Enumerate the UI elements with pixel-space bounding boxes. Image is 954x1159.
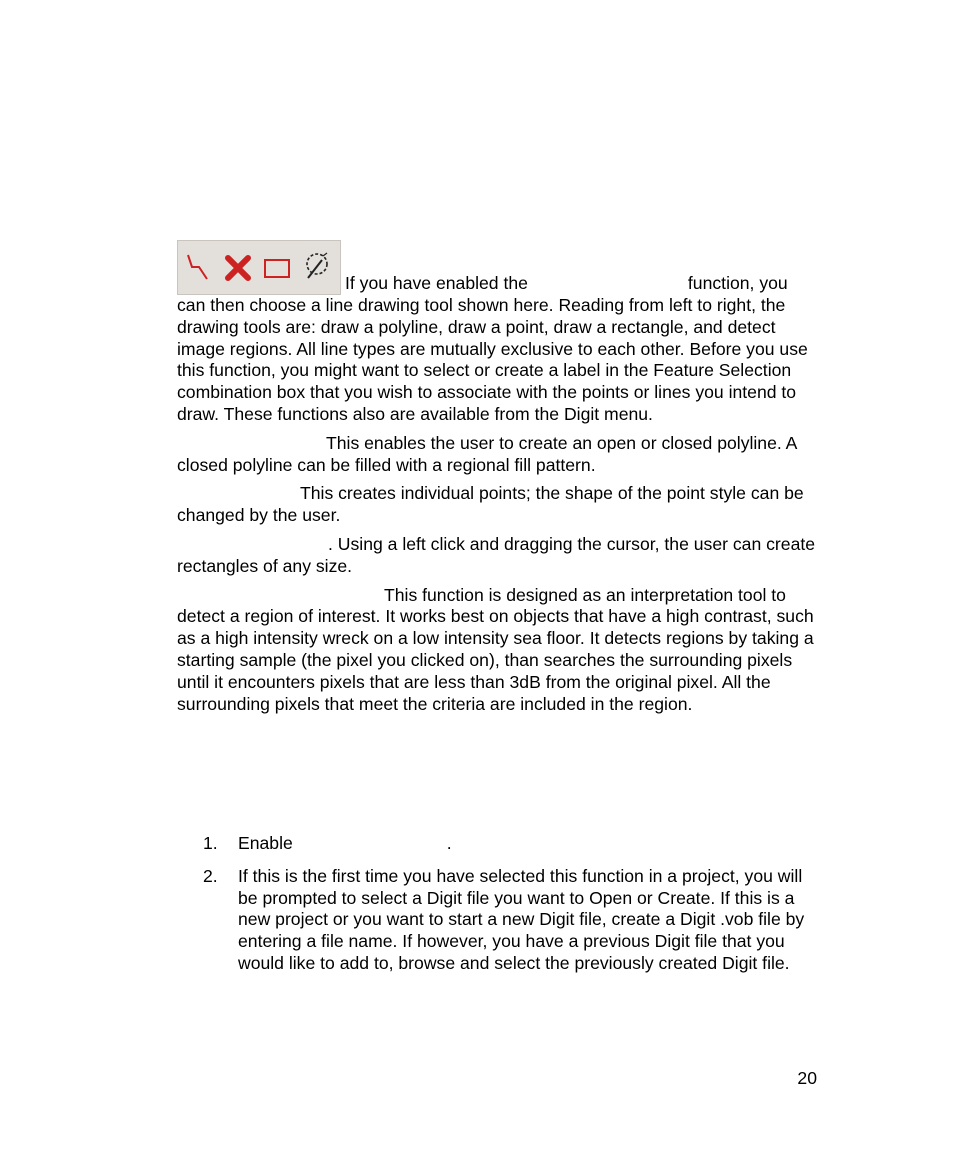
step-number: 1. [203, 833, 218, 853]
point-icon [228, 258, 248, 278]
step-number: 2. [203, 865, 218, 886]
page-body [177, 240, 822, 722]
step-text: If this is the first time you have selected this function in a project, you will be prompted to select a Digit file you want to Open or Create. If this is a new project or you want to start a new Digit file, create a Digit .vob file by entering a file name. If however, you have a previous Digit file that you would like to add to, browse and select the previously created Digit file. [238, 865, 805, 973]
rectangle-icon [265, 260, 289, 277]
intro-lead-after: function, you [687, 273, 788, 294]
intro-paragraph [177, 240, 822, 426]
intro-rest: can then choose a line drawing tool shown here. Reading from left to right, the drawing tools are: draw a polyline, draw a point, draw a rectangle, and detect image regions. All line types are mutually exclusive to each other. Before you use this function, you might want to select or create a label in the Feature Selection combination box that you wish to associate with the points or lines you intend to draw. These functions also are available from the Digit menu. [177, 295, 808, 424]
point-description [177, 483, 822, 527]
rectangle-description [177, 534, 822, 578]
digit-toolbar-image [177, 240, 341, 295]
region-detect-icon [307, 253, 327, 278]
polyline-description-text: This enables the user to create an open or closed polyline. A closed polyline can be filled with a regional fill pattern. [177, 432, 797, 475]
point-description-text: This creates individual points; the shape of the point style can be changed by the user. [177, 483, 804, 526]
page-number: 20 [797, 1068, 817, 1088]
polyline-icon [188, 255, 207, 279]
intro-lead: If you have enabled the [345, 273, 528, 294]
step-item [203, 866, 822, 975]
region-description [177, 585, 822, 716]
rectangle-description-text: . Using a left click and dragging the cursor, the user can create rectangles of any size. [177, 533, 816, 576]
step-text [238, 833, 822, 855]
polyline-description [177, 433, 822, 477]
step-1-text-after: . [446, 833, 452, 853]
region-description-text: This function is designed as an interpretation tool to detect a region of interest. It works best on objects that have a high contrast, such as a high intensity wreck on a low intensity sea floor. It detects regions by taking a starting sample (the pixel you clicked on), than searches the surrounding pixels until it encounters pixels that are less than 3dB from the original pixel. All the surrounding pixels that meet the criteria are included in the region. [177, 584, 814, 714]
step-item [203, 833, 822, 855]
step-1-text-before: Enable [238, 833, 293, 853]
steps-list [203, 833, 822, 986]
digit-toolbar-icons [178, 241, 342, 296]
